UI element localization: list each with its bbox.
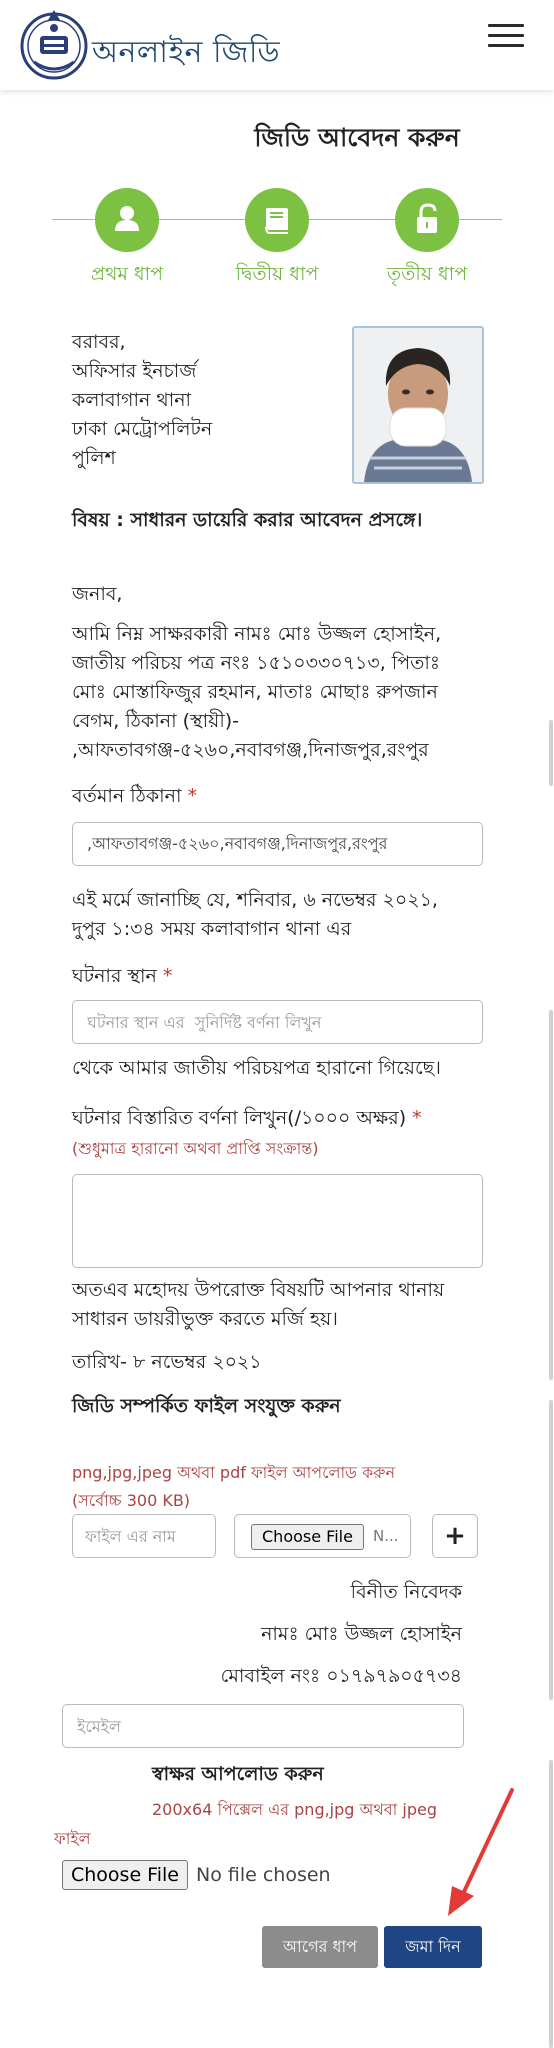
step-label: প্রথম ধাপ — [90, 263, 164, 285]
signature-hint: 200x64 পিক্সেল এর png,jpg অথবা jpeg — [152, 1800, 437, 1819]
attach-size-hint: (সর্বোচ্চ 300 KB) — [72, 1491, 191, 1510]
recipient-line: ঢাকা মেট্রোপলিটন — [72, 418, 213, 440]
recipient-line: পুলিশ — [72, 447, 116, 469]
brand-name[interactable]: অনলাইন জিডি — [92, 35, 281, 70]
subject-line: বিষয় : সাধারন ডায়েরি করার আবেদন প্রসঙ্গে। — [72, 509, 423, 531]
description-label — [72, 1104, 422, 1136]
lost-statement: থেকে আমার জাতীয় পরিচয়পত্র হারানো গিয়েছে। — [72, 1057, 441, 1079]
signature-file-label: ফাইল — [54, 1829, 91, 1848]
no-file-text: N... — [373, 1527, 399, 1545]
request-line: সাধারন ডায়রীভুক্ত করতে মর্জি হয়। — [72, 1308, 338, 1330]
applicant-photo — [352, 326, 484, 484]
description-hint: (শুধুমাত্র হারানো অথবা প্রাপ্তি সংক্রান্ত) — [72, 1139, 319, 1158]
intro-line: আমি নিম্ন সাক্ষরকারী নামঃ মোঃ উজ্জল হোসাইন, — [72, 623, 442, 645]
signature-choose-file-button[interactable]: Choose File — [62, 1860, 188, 1890]
attach-title: জিডি সম্পর্কিত ফাইল সংযুক্ত করুন — [72, 1395, 341, 1417]
recipient-block — [72, 328, 212, 473]
police-seal-logo[interactable] — [20, 6, 88, 84]
previous-step-button[interactable]: আগের ধাপ — [262, 1926, 378, 1968]
inform-line: দুপুর ১:৩৪ সময় কলাবাগান থানা এর — [72, 918, 352, 940]
attach-format-hint: png,jpg,jpeg অথবা pdf ফাইল আপলোড করুন — [72, 1463, 396, 1482]
signature-title: স্বাক্ষর আপলোড করুন — [152, 1763, 324, 1785]
incident-place-label-text: ঘটনার স্থান — [72, 965, 157, 987]
incident-time-text — [72, 886, 492, 944]
site-header — [0, 0, 554, 90]
file-name-input[interactable] — [72, 1514, 216, 1558]
red-arrow-annotation — [440, 1786, 520, 1920]
step-first — [62, 188, 192, 292]
salutation: জনাব, — [72, 583, 123, 605]
current-address-label-text: বর্তমান ঠিকানা — [72, 785, 182, 807]
required-mark: * — [187, 785, 198, 807]
regards-text: বিনীত নিবেদক — [350, 1581, 462, 1603]
recipient-line: কলাবাগান থানা — [72, 389, 192, 411]
request-text — [72, 1276, 492, 1334]
recipient-line: অফিসার ইনচার্জ — [72, 360, 197, 382]
description-textarea[interactable] — [72, 1174, 483, 1268]
incident-place-label — [72, 962, 172, 994]
step-second — [212, 188, 342, 292]
required-mark: * — [162, 965, 173, 987]
step-label: দ্বিতীয় ধাপ — [235, 263, 319, 285]
date-line: তারিখ- ৮ নভেম্বর ২০২১ — [72, 1351, 262, 1373]
hamburger-menu-icon[interactable] — [488, 24, 524, 50]
incident-place-input[interactable] — [72, 1000, 483, 1044]
choose-file-button[interactable]: Choose File — [251, 1524, 364, 1550]
scrollbar-thumb[interactable] — [549, 720, 553, 786]
current-address-input[interactable] — [72, 822, 483, 866]
signature-no-file-text: No file chosen — [196, 1864, 331, 1886]
book-icon — [245, 188, 309, 252]
recipient-line: বরাবর, — [72, 331, 126, 353]
description-label-text: ঘটনার বিস্তারিত বর্ণনা লিখুন(/১০০০ অক্ষর) — [72, 1107, 407, 1129]
scrollbar-track[interactable] — [549, 1760, 553, 2048]
required-mark: * — [412, 1107, 422, 1129]
scrollbar-track[interactable] — [549, 1010, 553, 1380]
page-title: জিডি আবেদন করুন — [254, 123, 460, 152]
intro-line: মোঃ মোস্তাফিজুর রহমান, মাতাঃ মোছাঃ রুপজান — [72, 681, 438, 703]
intro-line: জাতীয় পরিচয় পত্র নংঃ ১৫১০৩৩০৭১৩, পিতাঃ — [72, 652, 441, 674]
unlock-icon — [395, 188, 459, 252]
intro-line: বেগম, ঠিকানা (স্থায়ী)- — [72, 710, 240, 732]
attach-file-picker — [234, 1514, 411, 1558]
step-third — [362, 188, 492, 292]
applicant-mobile: মোবাইল নংঃ ০১৭৯৭৯০৫৭৩৪ — [220, 1665, 462, 1687]
add-file-button[interactable]: + — [432, 1514, 478, 1558]
submit-button[interactable]: জমা দিন — [384, 1926, 482, 1968]
applicant-intro — [72, 620, 492, 765]
current-address-label — [72, 782, 197, 814]
inform-line: এই মর্মে জানাচ্ছি যে, শনিবার, ৬ নভেম্বর ২০২১, — [72, 889, 438, 911]
applicant-name: নামঃ মোঃ উজ্জল হোসাইন — [261, 1623, 462, 1645]
step-label: তৃতীয় ধাপ — [386, 263, 468, 285]
user-icon — [95, 188, 159, 252]
scrollbar-track[interactable] — [549, 1400, 553, 1700]
request-line: অতএব মহোদয় উপরোক্ত বিষয়টি আপনার থানায় — [72, 1279, 445, 1301]
email-input[interactable] — [62, 1704, 464, 1748]
intro-line: ,আফতাবগঞ্জ-৫২৬০,নবাবগঞ্জ,দিনাজপুর,রংপুর — [72, 739, 429, 761]
